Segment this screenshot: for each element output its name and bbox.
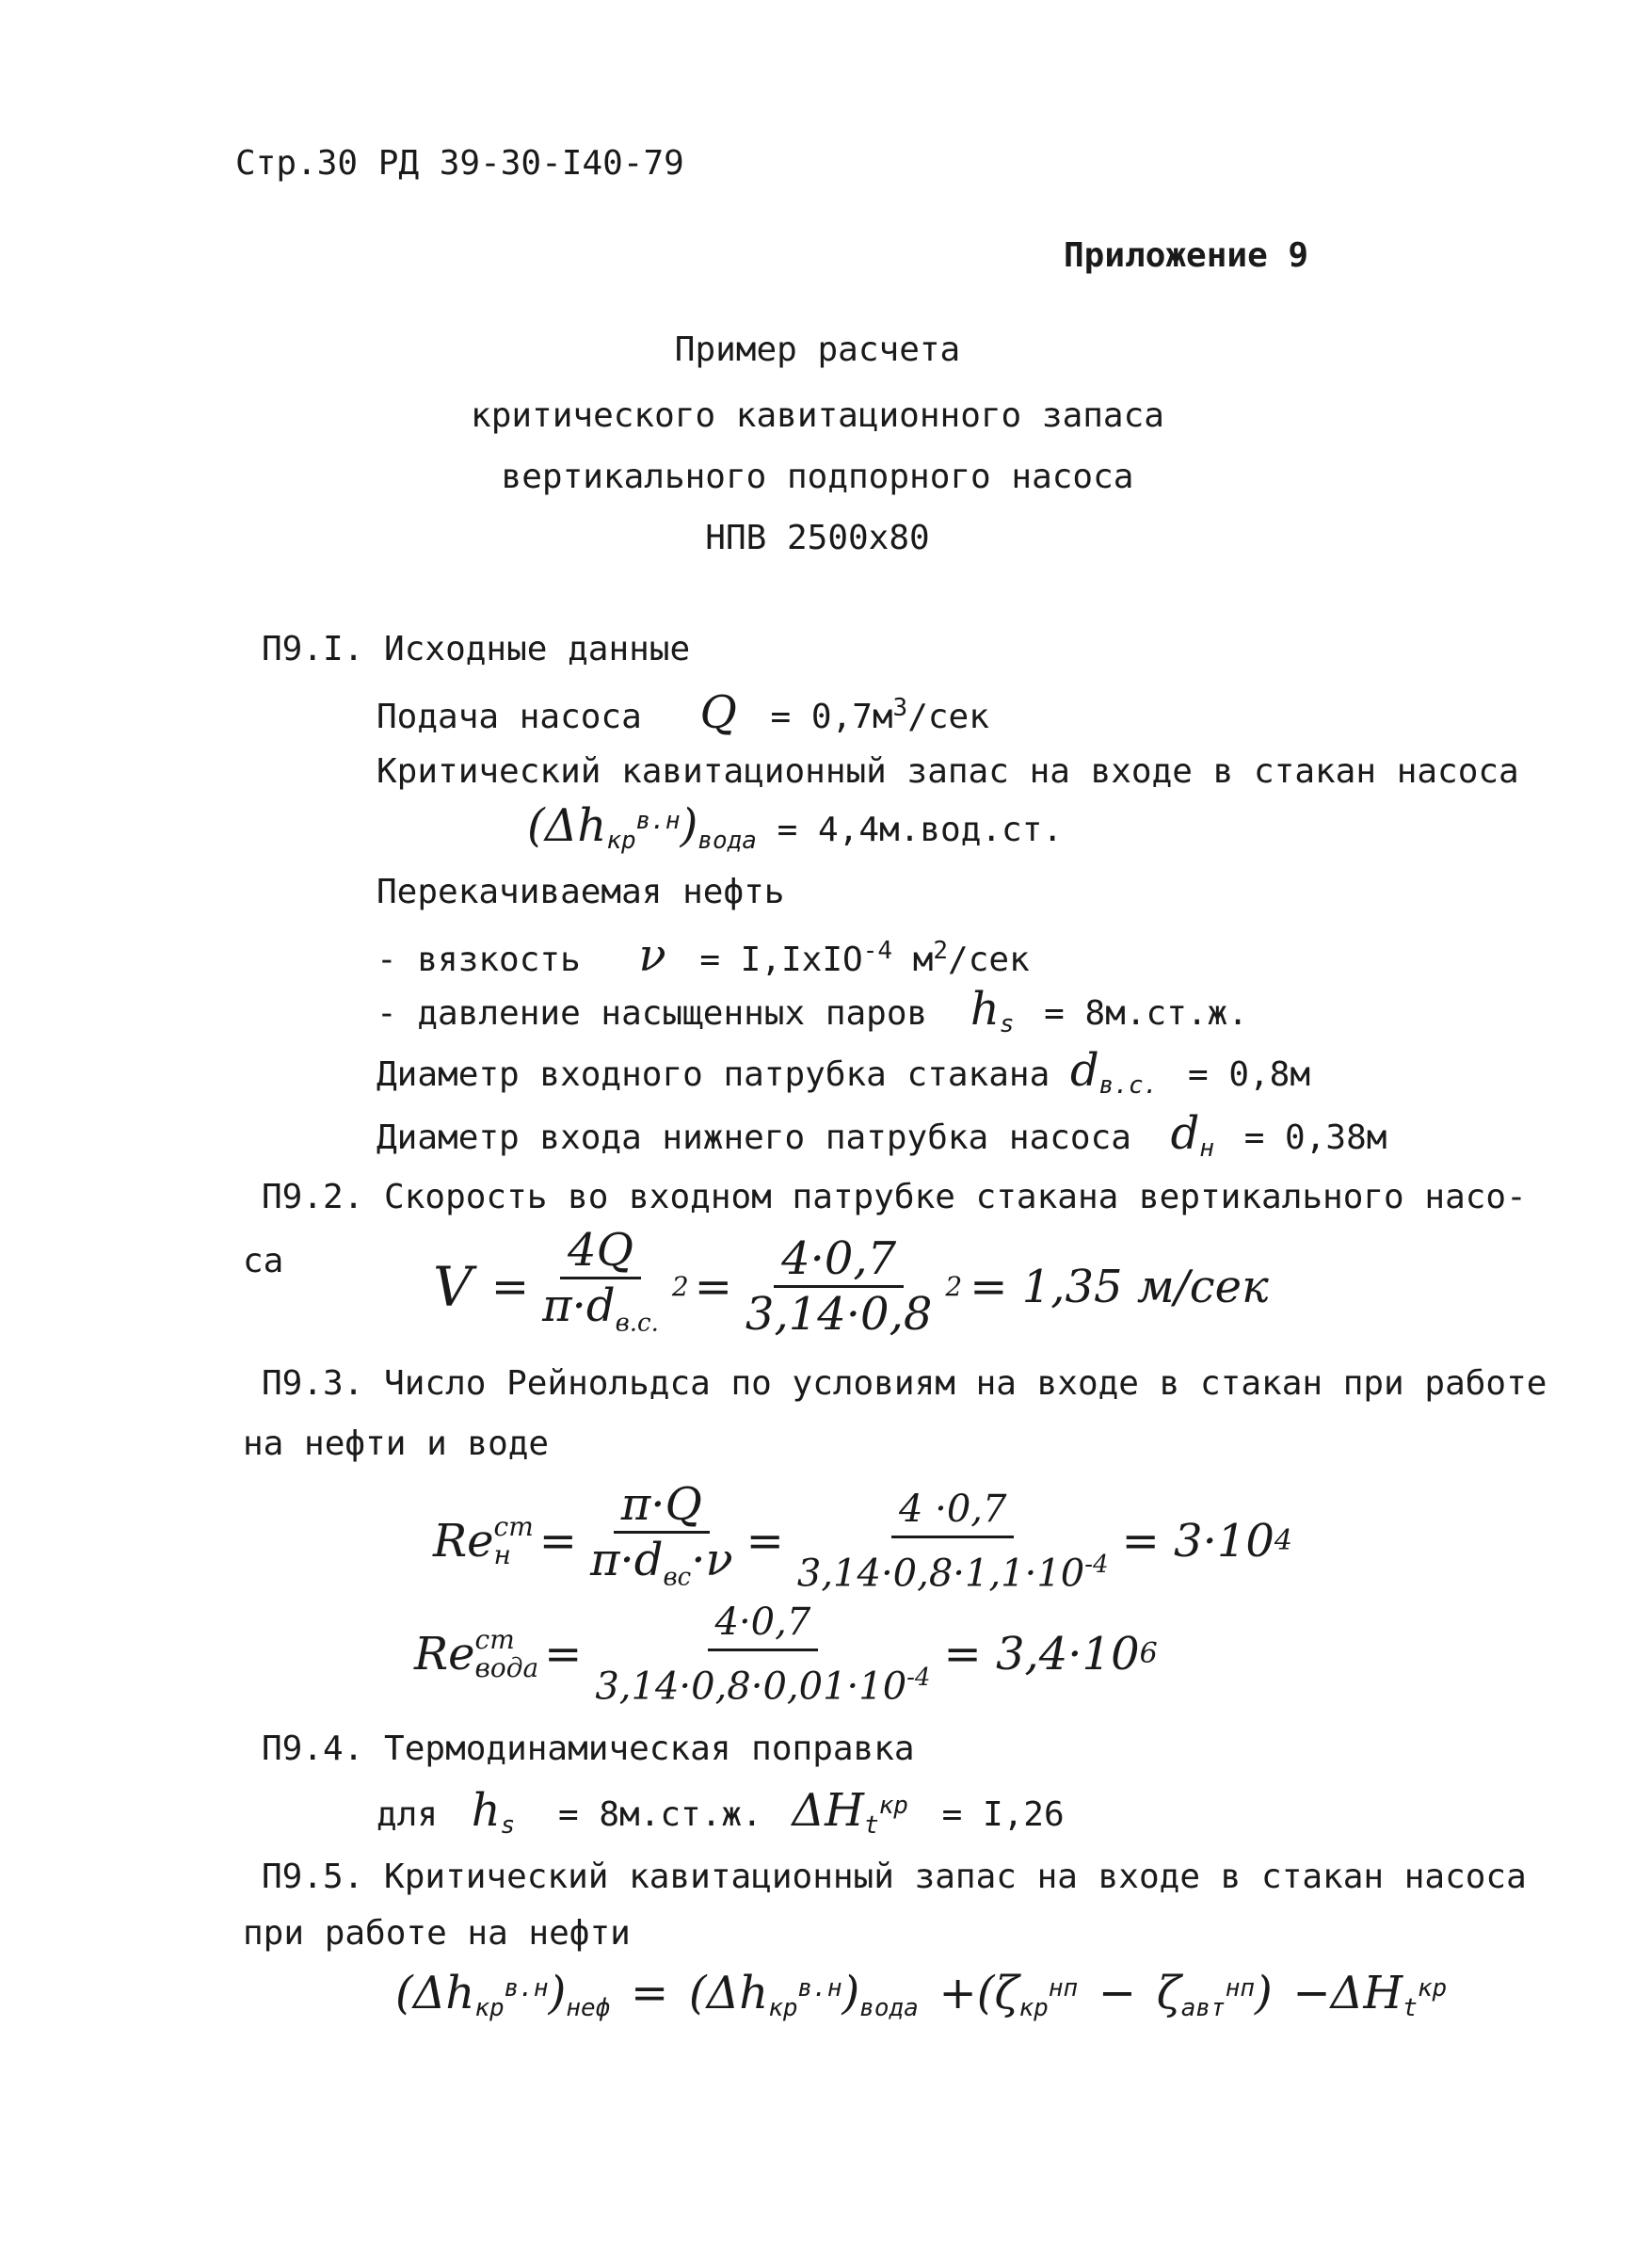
velocity-fraction-2 [738, 1232, 939, 1341]
section-2-cont: са [243, 1242, 284, 1280]
viscosity-unit-sup: 2 [933, 937, 949, 965]
velocity-fraction-1 [535, 1224, 666, 1350]
f5-d-sub: авт [1180, 1994, 1226, 2023]
thermo-corr-value: = I,26 [941, 1795, 1065, 1834]
re-water-eq: = [544, 1628, 583, 1681]
title-line-3: вертикального подпорного насоса [501, 458, 1134, 496]
re-water-sup: ст [474, 1624, 515, 1656]
f5-a-sub2: неф [566, 1994, 611, 2023]
velocity-formula [433, 1224, 1269, 1350]
re-oil-f1-den: $\pi\cdot d_{вс}\cdot\nu$ [590, 1534, 733, 1592]
f5-c-sub: кр [1018, 1994, 1049, 2023]
flow-label: Подача насоса [377, 698, 642, 736]
velocity-eq-1: = [490, 1260, 530, 1313]
re-oil-f2-num: 4 ·0,7 [891, 1483, 1015, 1538]
vapor-pressure-value: = 8м.ст.ж. [1044, 994, 1248, 1033]
f5-a-sup: в.н [504, 1974, 549, 2003]
thermo-corr-sup: кр [878, 1792, 908, 1820]
viscosity-symbol: ν [638, 929, 666, 982]
title-line-1: Пример расчета [674, 330, 961, 369]
npsh-value: = 4,4м.вод.ст. [777, 811, 1064, 849]
velocity-eq-2: = [694, 1260, 732, 1313]
title-line-4: НПВ 2500х80 [705, 519, 930, 557]
thermo-symbol: h [471, 1784, 501, 1837]
velocity-f1-sup: 2 [671, 1270, 689, 1302]
f5-a-close: ) [548, 1967, 567, 2019]
velocity-f2-sup: 2 [945, 1270, 963, 1302]
f5-b-sub: кр [768, 1994, 798, 2023]
viscosity-line [377, 930, 1030, 981]
page-reference: Стр.30 РД 39-30-I40-79 [235, 144, 684, 183]
lower-diameter-line [377, 1107, 1387, 1169]
velocity-f1-den: $\pi\cdot d_{в.с.}$ [542, 1279, 659, 1338]
f5-eq: = [630, 1967, 669, 2019]
f5-a: (Δh [395, 1967, 475, 2019]
re-oil-sub: н [493, 1538, 511, 1570]
lower-diameter-label: Диаметр входа нижнего патрубка насоса [377, 1118, 1131, 1157]
vapor-pressure-sub: s [999, 1010, 1015, 1039]
re-water-result-sup: 6 [1139, 1637, 1158, 1671]
velocity-f1-num: 4Q [560, 1224, 641, 1279]
section-5-cont: при работе на нефти [243, 1914, 631, 1953]
inlet-diameter-line [377, 1044, 1311, 1106]
f5-c: +(ζ [938, 1967, 1019, 2019]
flow-symbol: Q [699, 686, 737, 739]
viscosity-unit-tail: /сек [948, 941, 1030, 979]
velocity-result: = 1,35 м/сек [970, 1260, 1269, 1313]
lower-diameter-sub: н [1199, 1134, 1215, 1164]
reynolds-oil-formula [433, 1478, 1292, 1604]
re-oil-sup: ст [493, 1510, 534, 1542]
npsh-close: ) [680, 799, 698, 852]
velocity-f2-den: 3,14·0,8 [745, 1288, 933, 1342]
f5-b-sup: в.н [797, 1974, 842, 2003]
inlet-diameter-value: = 0,8м [1187, 1055, 1311, 1094]
lower-diameter-symbol: d [1170, 1107, 1200, 1160]
f5-d-sup: нп [1225, 1974, 1256, 2003]
oil-label: Перекачиваемая нефть [377, 873, 785, 911]
f5-e-sup: кр [1417, 1974, 1448, 2003]
section-3-cont: на нефти и воде [243, 1424, 550, 1463]
re-oil-fraction-1 [583, 1478, 741, 1604]
re-water-lhs: Re [414, 1628, 475, 1681]
section-2-heading: П9.2. Скорость во входном патрубке стакана вертикального насо- [262, 1178, 1527, 1216]
npsh-sup: в.н [635, 807, 681, 835]
npsh-sub2: вода [697, 827, 757, 856]
title-line-2: критического кавитационного запаса [471, 396, 1164, 435]
flow-line [377, 687, 989, 738]
f5-a-sub: кр [474, 1994, 505, 2023]
re-water-f-num: 4·0,7 [708, 1596, 819, 1651]
npsh-formula [527, 800, 1063, 861]
viscosity-unit: м [912, 941, 934, 979]
flow-unit: /сек [907, 698, 989, 736]
inlet-diameter-symbol: d [1069, 1044, 1099, 1097]
re-water-f-den: $3,14\cdot 0,8\cdot 0,01\cdot 10^{-4}$ [595, 1664, 931, 1709]
vapor-pressure-line [377, 983, 1248, 1045]
f5-b: (Δh [688, 1967, 769, 2019]
lower-diameter-value: = 0,38м [1243, 1118, 1387, 1157]
npsh-oil-formula [395, 1968, 1447, 2029]
flow-unit-sup: 3 [892, 694, 908, 722]
f5-minus: − [1098, 1967, 1137, 2019]
inlet-diameter-sub: в.с. [1098, 1071, 1159, 1101]
re-oil-eq-2: = [745, 1514, 784, 1568]
section-3-heading: П9.3. Число Рейнольдса по условиям на входе в стакан при работе [262, 1364, 1547, 1403]
thermo-value: = 8м.ст.ж. [557, 1795, 762, 1834]
thermo-symbol-sub: s [500, 1811, 516, 1841]
f5-e-sub: t [1403, 1994, 1418, 2023]
thermo-prefix: для [377, 1795, 439, 1834]
viscosity-exp: -4 [862, 937, 893, 965]
flow-value: = 0,7м [770, 698, 893, 736]
re-water-sub: вода [474, 1652, 539, 1684]
reynolds-water-formula [414, 1596, 1158, 1713]
re-oil-result: = 3·10 [1121, 1514, 1274, 1568]
f5-d: ζ [1156, 1967, 1181, 2019]
re-water-result: = 3,4·10 [943, 1628, 1140, 1681]
appendix-label: Приложение 9 [1064, 236, 1309, 275]
re-oil-lhs: Re [433, 1514, 494, 1568]
re-oil-f1-num: π·Q [614, 1478, 710, 1534]
f5-b-sub2: вода [859, 1994, 919, 2023]
npsh-symbol: (Δh [527, 799, 607, 852]
section-5-heading: П9.5. Критический кавитационный запас на входе в стакан насоса [262, 1858, 1527, 1896]
viscosity-label: - вязкость [377, 941, 581, 979]
re-oil-fraction-2 [790, 1483, 1116, 1600]
section-4-heading: П9.4. Термодинамическая поправка [262, 1729, 915, 1768]
re-oil-f2-den: $3,14\cdot 0,8\cdot 1,1\cdot 10^{-4}$ [796, 1550, 1109, 1595]
velocity-f2-num: 4·0,7 [774, 1232, 904, 1288]
inlet-diameter-label: Диаметр входного патрубка стакана [377, 1055, 1050, 1094]
section-1-heading: П9.I. Исходные данные [262, 630, 691, 668]
thermo-correction-line [377, 1785, 1065, 1846]
viscosity-value: = I,IxIO [699, 941, 863, 979]
re-oil-result-sup: 4 [1274, 1523, 1293, 1557]
re-oil-eq: = [538, 1514, 577, 1568]
vapor-pressure-label: - давление насыщенных паров [377, 994, 928, 1033]
f5-e: −ΔH [1292, 1967, 1403, 2019]
velocity-lhs: V [433, 1254, 473, 1319]
npsh-label: Критический кавитационный запас на входе в стакан насоса [377, 752, 1519, 791]
thermo-corr-sub: t [863, 1811, 879, 1841]
re-water-fraction [587, 1596, 938, 1713]
f5-c-sup: нп [1048, 1974, 1079, 2003]
f5-b-close: ) [842, 1967, 860, 2019]
f5-d-close: ) [1255, 1967, 1273, 2019]
vapor-pressure-symbol: h [970, 983, 1000, 1036]
thermo-corr-symbol: ΔH [792, 1784, 864, 1837]
npsh-sub: кр [606, 827, 636, 856]
